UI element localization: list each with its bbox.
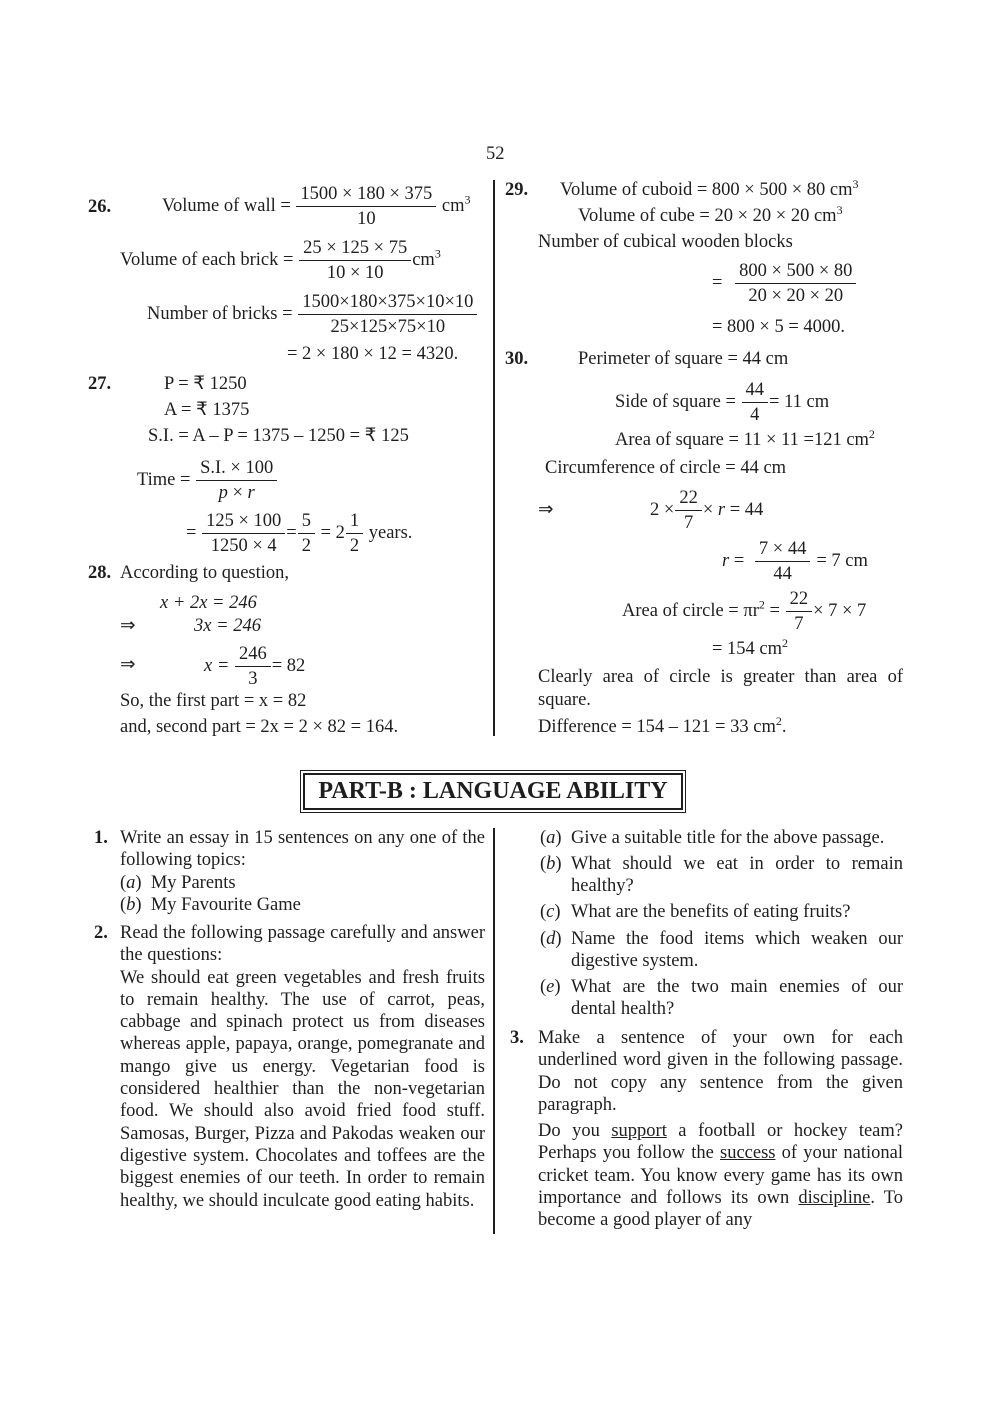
q27-amount: A = ₹ 1375 [164,400,250,420]
question-2 [94,922,485,1212]
q30-difference: Difference = 154 – 121 = 33 $cm^2$. [538,713,787,737]
label: (d) [540,929,562,949]
question-text: Write an essay in 15 sentences on any one of the following topics: [120,828,485,871]
numerator: 125 × 100 [206,511,282,531]
denominator: 10 × 10 [299,260,411,285]
option: (a) My Parents [120,872,236,893]
numerator: 22 [789,589,809,609]
numerator: 1 [349,511,360,531]
var-r: r [722,550,730,571]
fraction [204,509,283,558]
fraction [677,486,700,535]
q26-line-3 [147,290,478,339]
underlined-word: support [611,1121,667,1142]
question-number: 1. [94,828,108,848]
sub-question-e [540,976,903,1021]
question-number: 27. [88,374,112,394]
q29-result: = 800 × 5 = 4000. [712,317,846,337]
label: (a) [540,828,562,848]
option: (b) My Favourite Game [120,894,301,915]
fraction [300,509,313,558]
sub-question-d [540,928,903,973]
equals: = [286,522,297,543]
var-r: r [717,499,726,520]
fraction [298,182,434,231]
var-p: p [218,483,228,503]
label: Volume of each brick = [120,249,294,270]
q30-eq1 [650,486,763,535]
text: 2 × [650,499,675,520]
denominator [196,480,277,505]
fraction [744,378,767,427]
numerator: 44 [745,380,765,400]
question-3 [510,1027,904,1232]
exponent: 2 [758,597,765,612]
implies-icon: ⇒ [120,616,136,636]
result: = 7 cm [816,550,868,571]
label: Time = [137,469,191,490]
denominator: 2 [298,533,315,558]
equals: = [712,272,723,293]
passage: Do you support a football or hockey team? Perhaps you follow the success of your national cricket team. You know every game has its own importance and follows its own discipline. To become a good player of any [538,1121,904,1231]
numerator: 7 × 44 [758,539,807,559]
equals: = 2 [320,522,345,543]
label: Volume of wall = [162,195,291,216]
question-number: 30. [505,349,529,369]
q30-area-result [712,635,789,660]
denominator: 20 × 20 × 20 [735,283,856,308]
q30-perimeter: Perimeter of square = 44 cm [578,349,789,369]
denominator: 7 [675,510,702,535]
fraction [301,236,409,285]
text: What are the benefits of eating fruits? [571,902,851,922]
denominator: 4 [742,402,769,427]
underlined-word: discipline [798,1188,871,1209]
label: (e) [540,977,561,997]
option-label: a [126,872,136,893]
fraction [348,509,361,558]
option-text: My Parents [150,872,236,893]
var-r: r [247,483,255,503]
numerator: 5 [301,511,311,531]
exponent: 3 [836,202,843,217]
label: (b) [540,854,562,874]
option-label: b [126,894,136,915]
section-heading: PART-B : LANGUAGE ABILITY [303,773,683,810]
fraction [757,537,808,586]
text: What are the two main enemies of our dental health? [571,977,903,1020]
fraction [300,290,475,339]
question-number: 26. [88,197,112,217]
result: = 11 cm [769,391,830,412]
q30-circumference: Circumference of circle = 44 cm [545,458,787,478]
question-text: Read the following passage carefully and answer the questions: [120,923,485,966]
text: × [702,499,718,520]
q29-cuboid [560,176,859,201]
label: Area of circle = πr [622,600,759,621]
result: = 82 [271,655,306,676]
q27-principal: P = ₹ 1250 [164,374,247,394]
denominator: 44 [755,561,810,586]
numerator: 22 [679,488,698,508]
label: Side of square = [615,391,736,412]
text: = 154 cm [712,639,783,659]
text: Volume of cuboid = 800 × 500 × 80 cm [560,180,853,200]
implies-icon: ⇒ [120,655,136,675]
q29-cube [578,202,843,227]
page-number: 52 [486,144,505,164]
q28-eq3 [204,642,305,691]
exponent: 3 [434,246,441,261]
implies-icon: ⇒ [538,500,554,520]
label: x = [204,655,230,676]
question-number: 29. [505,180,529,200]
column-divider [493,828,495,1234]
text: Difference = 154 – 121 = 33 cm [538,717,776,737]
text: Give a suitable title for the above passage. [571,828,885,848]
q28-intro: According to question, [120,563,290,583]
q29-blocks-calc [712,259,857,308]
question-number: 3. [510,1028,524,1048]
q28-first-part: So, the first part = x = 82 [120,691,307,711]
q30-side [615,378,829,427]
sub-question-c [540,901,903,923]
unit: cm [412,249,435,270]
equals: = [764,600,780,621]
denominator: 1250 × 4 [202,533,285,558]
exponent: 2 [868,426,875,441]
numerator: 1500×180×375×10×10 [302,292,474,312]
question-number: 2. [94,923,108,943]
fraction [198,456,275,505]
exponent: 3 [852,176,859,191]
exponent: 3 [464,192,471,207]
option-text: My Favourite Game [150,894,301,915]
q28-eq1: x + 2x = 246 [160,593,257,613]
equals: = [186,522,197,543]
text: = 44 [725,499,764,520]
sub-question-a [540,827,903,849]
q27-calc [186,509,412,558]
denominator: 2 [346,533,363,558]
denominator: 25×125×75×10 [298,314,477,339]
label: Number of bricks = [147,303,293,324]
result: × 7 × 7 [813,600,867,621]
denominator: 3 [235,666,271,691]
numerator: 246 [238,644,267,664]
text: Area of square = 11 × 11 =121 cm [615,430,869,450]
denominator: 10 [296,206,436,231]
exponent: 2 [782,635,789,650]
q30-area-circle [622,587,866,636]
denominator: 7 [786,611,813,636]
equals: = [729,550,745,571]
q26-line-1 [162,182,471,231]
exponent: 2 [775,713,782,728]
numerator: 25 × 125 × 75 [303,238,408,258]
text: Volume of cube = 20 × 20 × 20 cm [578,206,837,226]
q27-si: S.I. = A – P = 1375 – 1250 = ₹ 125 [148,426,409,446]
numerator: 1500 × 180 × 375 [300,184,433,204]
question-number: 28. [88,563,112,583]
question-1 [94,827,485,916]
q29-blocks-label: Number of cubical wooden blocks [538,232,793,252]
column-divider [493,180,495,736]
question-text: Make a sentence of your own for each underlined word given in the following passage. Do not copy any sentence from the given paragraph. [538,1028,903,1115]
unit: years. [368,522,413,543]
passage: We should eat green vegetables and fresh fruits to remain healthy. The use of carrot, peas, cabbage and spinach protect us from diseases whereas apple, papaya, orange, pomegranate and mango give us energy. Vegetarian food is considered healthier than the non-vegetarian food. We should also avoid fried food stuff. Samosas, Burger, Pizza and Pakodas weaken our digestive system. Chocolates and toffees are the biggest enemies of our teeth. In order to remain healthy, we should inculcate good eating habits. [120,967,485,1211]
sub-question-b [540,853,903,898]
q30-area-square [615,426,875,451]
text: Name the food items which weaken our digestive system. [571,929,903,972]
text: What should we eat in order to remain healthy? [571,854,903,897]
underlined-word: success [720,1143,776,1164]
numerator: 800 × 500 × 80 [739,261,853,281]
q27-time [137,456,278,505]
times: × [227,483,248,503]
fraction [237,642,269,691]
numerator: S.I. × 100 [200,458,274,478]
fraction [737,259,854,308]
unit: cm [441,195,465,216]
q26-result: = 2 × 180 × 12 = 4320. [287,344,459,364]
label: (c) [540,902,561,922]
fraction [788,587,811,636]
q30-conclusion: Clearly area of circle is greater than area of square. [538,667,903,710]
q30-radius [722,537,868,586]
q28-eq2: 3x = 246 [194,616,261,636]
q28-second-part: and, second part = 2x = 2 × 82 = 164. [120,717,399,737]
q26-line-2 [120,236,441,285]
